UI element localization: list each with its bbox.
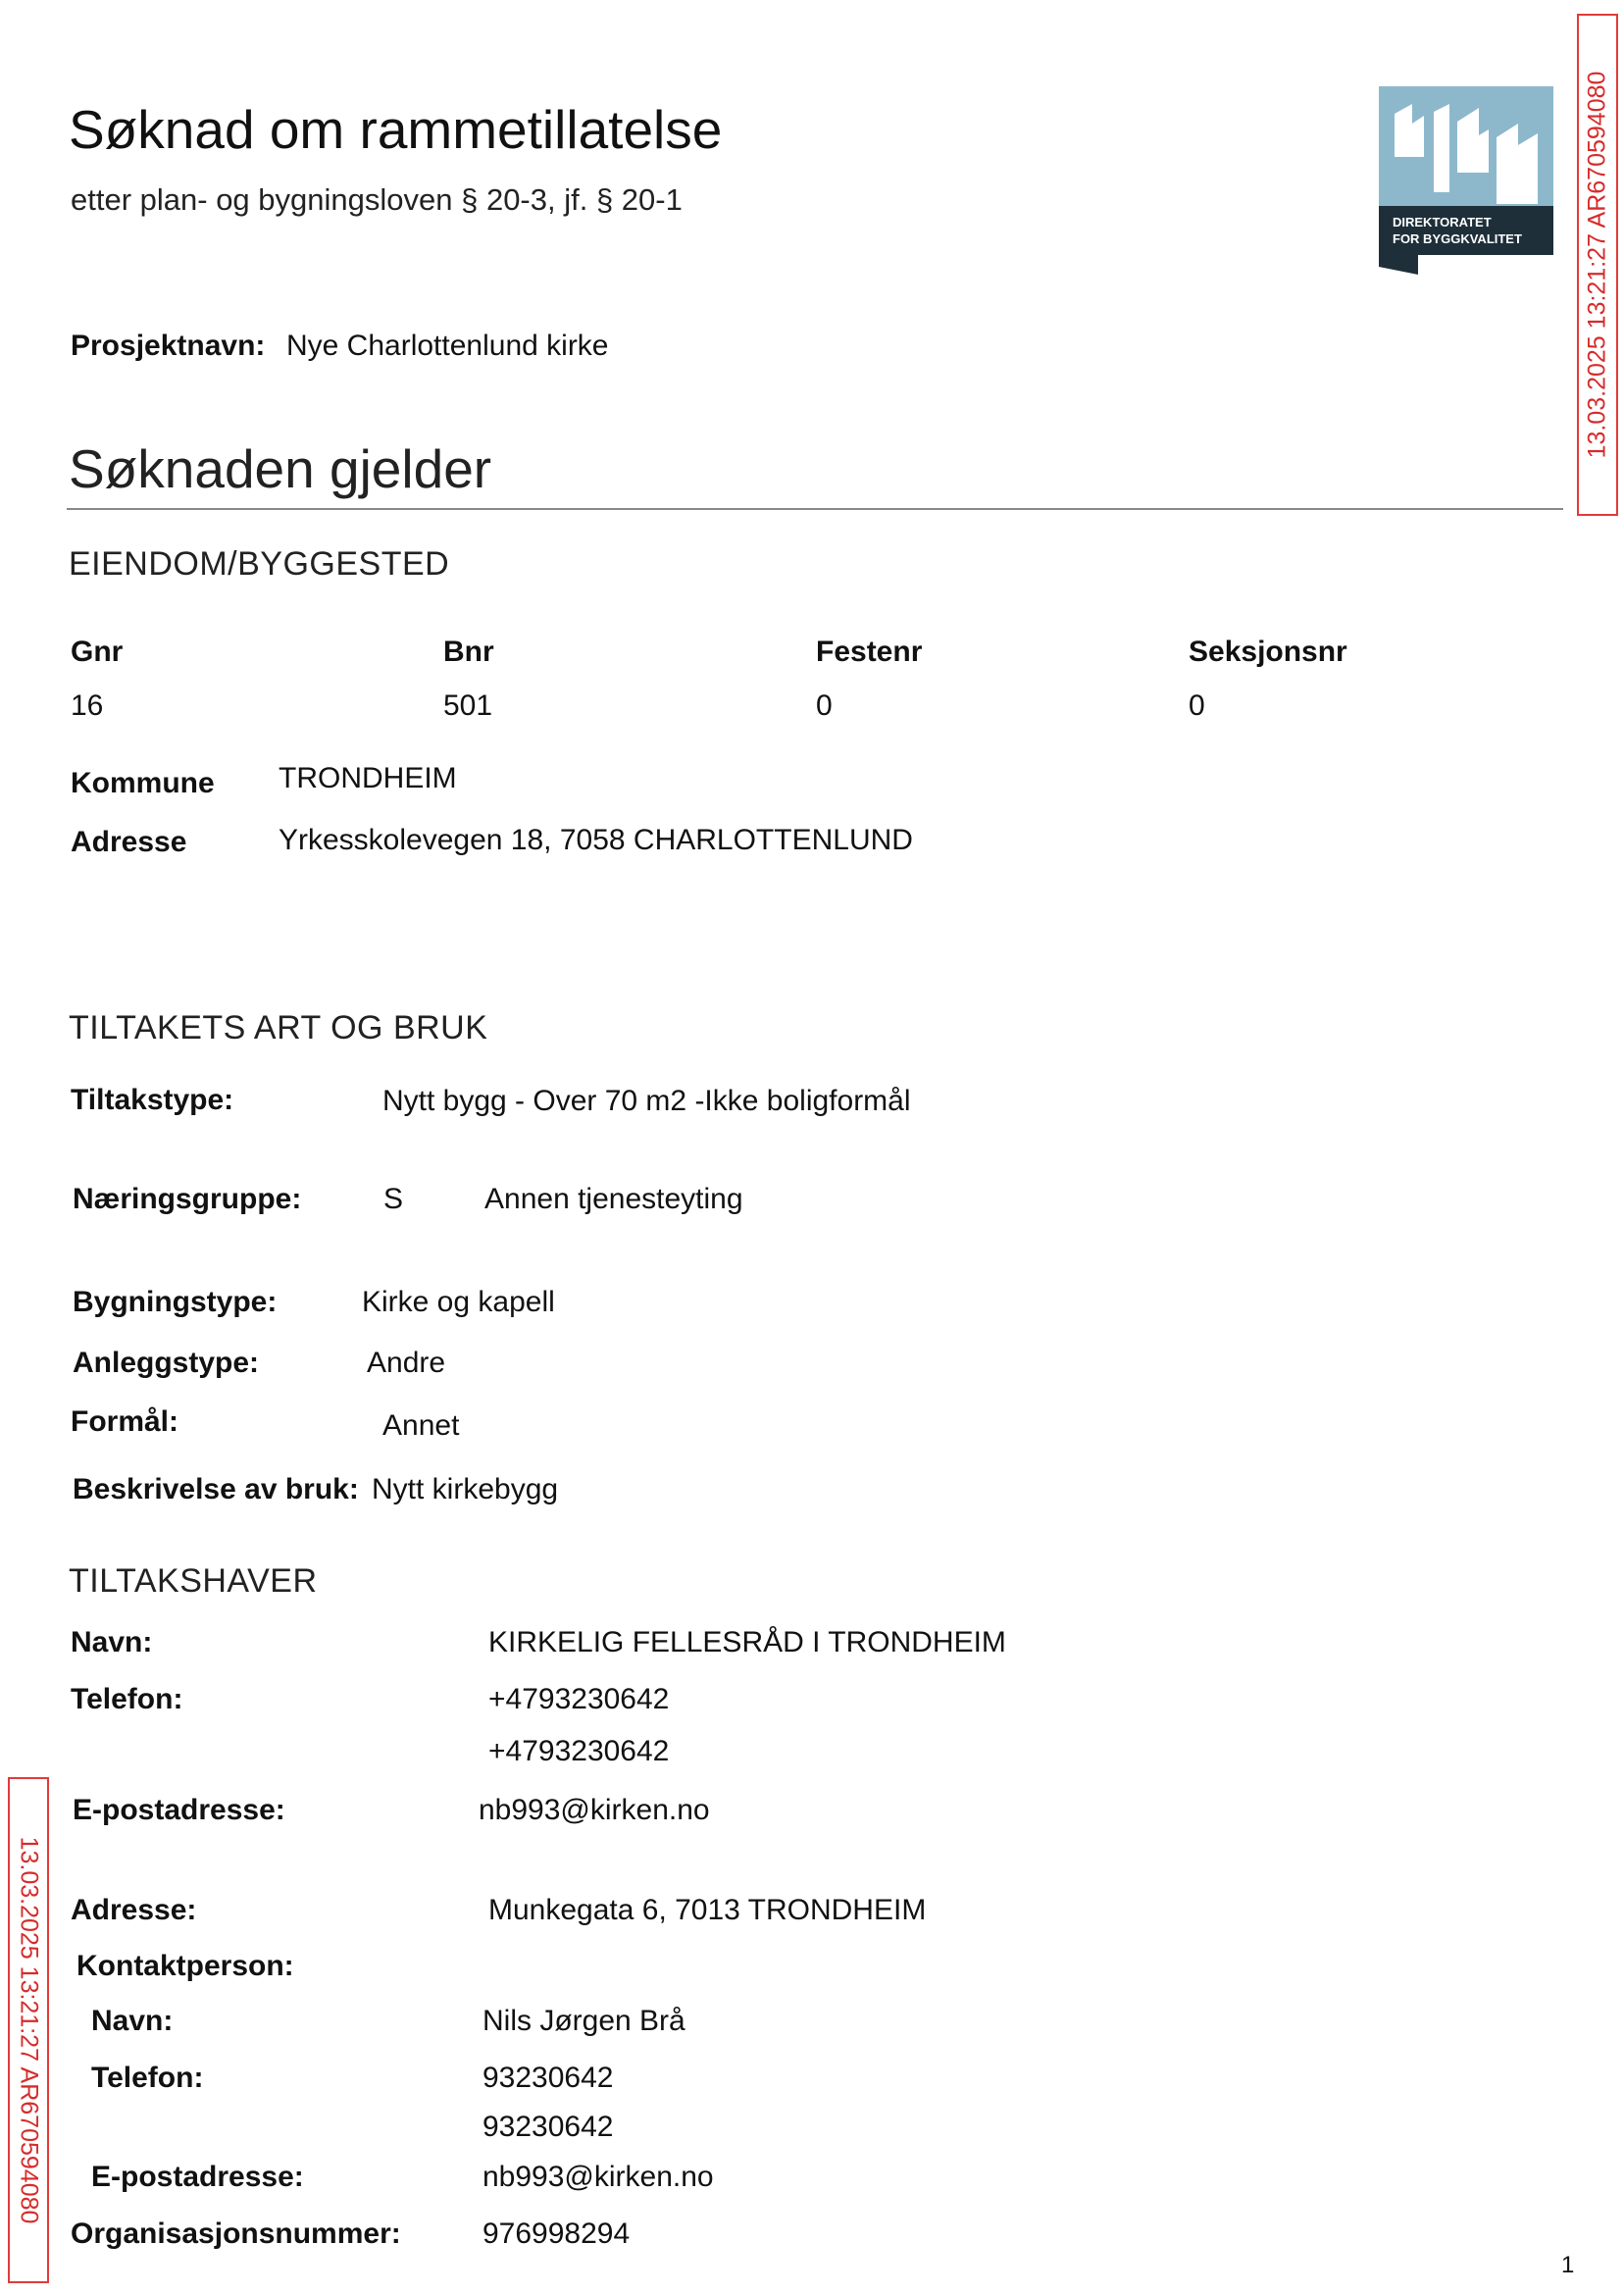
gnr-label: Gnr [71, 636, 124, 668]
kommune-label: Kommune [71, 767, 215, 799]
bnr-value: 501 [443, 689, 493, 722]
owner-phone-label: Telefon: [71, 1683, 183, 1715]
logo-line-2: FOR BYGGKVALITET [1393, 231, 1522, 246]
anleggstype-value: Andre [367, 1347, 446, 1379]
document-subtitle: etter plan- og bygningsloven § 20-3, jf. § 20-1 [71, 182, 683, 217]
formal-label: Formål: [71, 1405, 179, 1438]
document-title: Søknad om rammetillatelse [69, 99, 723, 160]
gnr-value: 16 [71, 689, 104, 722]
project-name-label: Prosjektnavn: [71, 330, 266, 362]
date-stamp-right [1577, 14, 1618, 516]
tiltakstype-label: Tiltakstype: [71, 1084, 234, 1116]
contact-person-label: Kontaktperson: [76, 1950, 294, 1982]
festenr-value: 0 [816, 689, 833, 722]
measure-heading: TILTAKETS ART OG BRUK [69, 1009, 488, 1046]
anleggstype-label: Anleggstype: [73, 1347, 260, 1379]
owner-name-value: KIRKELIG FELLESRÅD I TRONDHEIM [488, 1626, 1006, 1658]
festenr-label: Festenr [816, 636, 923, 668]
seksjonsnr-value: 0 [1189, 689, 1205, 722]
contact-email-label: E-postadresse: [91, 2161, 304, 2193]
seksjonsnr-label: Seksjonsnr [1189, 636, 1347, 668]
contact-phone-label: Telefon: [91, 2062, 204, 2094]
contact-name-label: Navn: [91, 2005, 174, 2037]
org-number-value: 976998294 [482, 2218, 631, 2250]
owner-phone-value-2: +4793230642 [488, 1735, 670, 1767]
naeringsgruppe-label: Næringsgruppe: [73, 1183, 302, 1215]
owner-address-value: Munkegata 6, 7013 TRONDHEIM [488, 1894, 927, 1926]
adresse-value: Yrkesskolevegen 18, 7058 CHARLOTTENLUND [279, 824, 913, 856]
owner-email-label: E-postadresse: [73, 1794, 285, 1826]
section-title: Søknaden gjelder [69, 438, 492, 499]
logo-line-1: DIREKTORATET [1393, 215, 1492, 229]
property-heading: EIENDOM/BYGGESTED [69, 545, 450, 583]
bygningstype-label: Bygningstype: [73, 1286, 278, 1318]
owner-email-value: nb993@kirken.no [479, 1794, 710, 1826]
project-name-value: Nye Charlottenlund kirke [286, 330, 609, 362]
contact-name-value: Nils Jørgen Brå [482, 2005, 685, 2037]
beskrivelse-value: Nytt kirkebygg [372, 1473, 559, 1505]
contact-phone-value-1: 93230642 [482, 2062, 614, 2094]
naeringsgruppe-code: S [383, 1183, 404, 1215]
naeringsgruppe-value: Annen tjenesteyting [484, 1183, 743, 1215]
bnr-label: Bnr [443, 636, 494, 668]
tiltakstype-value: Nytt bygg - Over 70 m2 -Ikke boligformål [382, 1085, 911, 1117]
contact-phone-value-2: 93230642 [482, 2111, 614, 2143]
owner-heading: TILTAKSHAVER [69, 1562, 318, 1600]
section-divider [67, 508, 1563, 510]
date-stamp-left [8, 1777, 49, 2283]
owner-name-label: Navn: [71, 1626, 153, 1658]
kommune-value: TRONDHEIM [279, 762, 457, 794]
beskrivelse-label: Beskrivelse av bruk: [73, 1473, 359, 1505]
page-number: 1 [1561, 2252, 1575, 2278]
formal-value: Annet [382, 1409, 460, 1442]
owner-address-label: Adresse: [71, 1894, 197, 1926]
adresse-label: Adresse [71, 826, 187, 858]
dibk-logo [1379, 86, 1553, 275]
owner-phone-value-1: +4793230642 [488, 1683, 670, 1715]
date-stamp-left-text: 13.03.2025 13:21:27 AR670594080 [15, 1836, 43, 2224]
contact-email-value: nb993@kirken.no [482, 2161, 714, 2193]
bygningstype-value: Kirke og kapell [362, 1286, 555, 1318]
date-stamp-right-text: 13.03.2025 13:21:27 AR670594080 [1583, 71, 1611, 459]
org-number-label: Organisasjonsnummer: [71, 2218, 401, 2250]
